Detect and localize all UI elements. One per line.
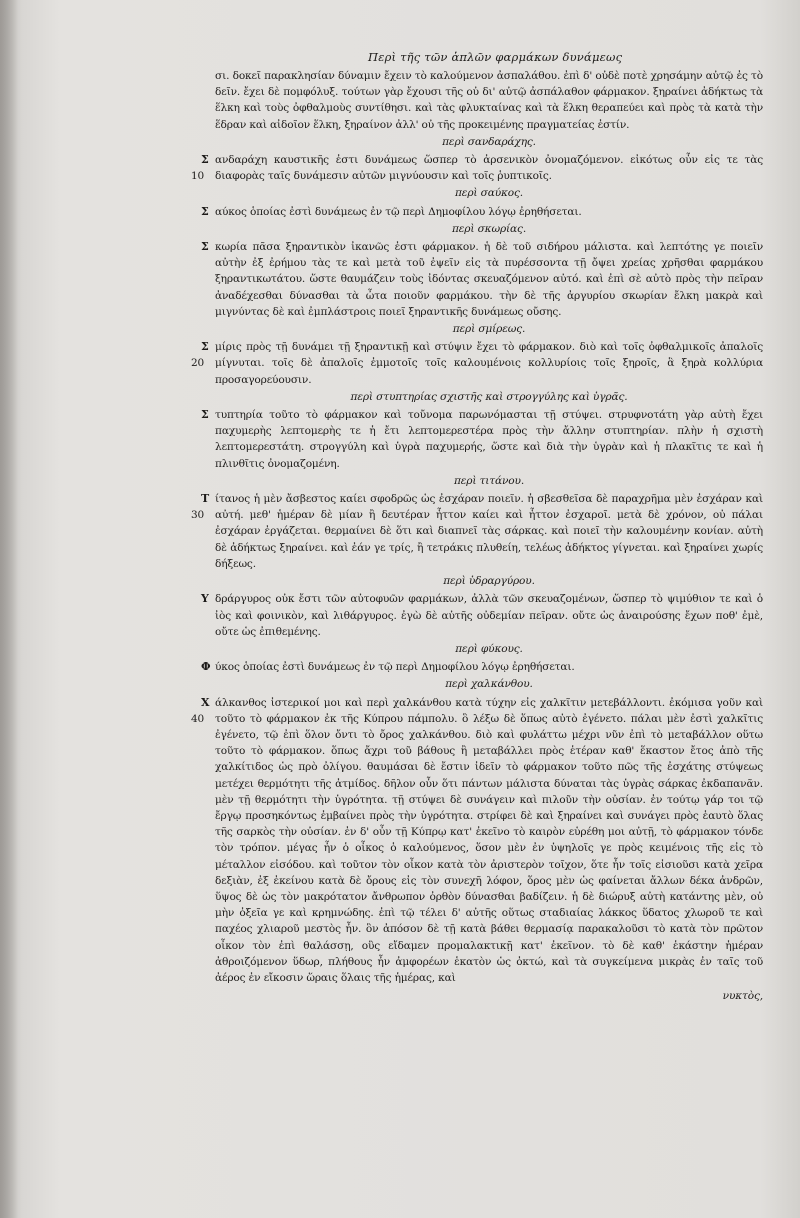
- section-entry: [201, 407, 763, 472]
- section-heading: περὶ σκωρίας.: [451, 222, 527, 235]
- section-initial: Σ: [201, 240, 209, 254]
- section-entry: [191, 152, 763, 184]
- section-entry: [191, 491, 763, 572]
- section-heading: περὶ σανδαράχης.: [442, 135, 536, 148]
- section-text: κωρία πᾶσα ξηραντικὸν ἰκανῶς ἐστι φάρμακον. ἡ δὲ τοῦ σιδήρου μάλιστα. καὶ λεπτότης γε ποιεῖν αὐτὴν ἐξ ἐρήμου τὰς τε καὶ μετὰ τοῦ ἐψεῖν εἰς τὰ πυρέσσοντα τῇ ὄψει χρείας χρῆσθαι φαρμάκου ξηραντικωτάτου. ὥστε θαυμάζειν τοὺς ἰδόντας σκευαζόμενον αὐτό. καὶ ἐπὶ σὲ αὐτὸ πρὸς τὴν πεῖραν ἀναδέχεσθαι δύνασθαι τὰ ὦτα ποιοῦν φαρμάκου. τὴν δὲ τῆς ἀργυρίου σκωρίαν ἔλκη μακρὰ καὶ μιγνύντας δὲ καὶ ἐμπλάστροις ποιεῖ ξηραντικῆς δυνάμεως οὔσης.: [215, 241, 763, 318]
- section-initial: Σ: [201, 153, 209, 167]
- section-text: μίρις πρὸς τῇ δυνάμει τῇ ξηραντικῇ καὶ στύψιν ἔχει τὸ φάρμακον. διὸ καὶ τοῖς ὀφθαλμικοῖς ἀπαλοῖς μίγνυται. τοῖς δὲ ἀπαλοῖς ἐμμοτοῖς τοῖς καλουμένοις κολλυρίοις τοῖς ξηροῖς, ἃ ξηρὰ κολλύρια προσαγορεύουσιν.: [215, 341, 763, 386]
- section-text: ύκος ὁποίας ἐστὶ δυνάμεως ἐν τῷ περὶ Δημοφίλου λόγῳ ἐρηθήσεται.: [215, 661, 575, 674]
- section-entry: [201, 204, 763, 220]
- section-initial: Τ: [201, 492, 210, 506]
- section-initial: Σ: [201, 204, 209, 218]
- line-number: 30: [191, 509, 205, 522]
- catchword: νυκτὸς,: [722, 990, 763, 1003]
- section-initial: Φ: [201, 660, 211, 674]
- section-text: άλκανθος ἰστερικοί μοι καὶ περὶ χαλκάνθου κατὰ τύχην εἰς χαλκῖτιν μετεβάλλοντι. ἐκόμισα γοῦν καὶ τοῦτο τὸ φάρμακον ἐκ τῆς Κύπρου πάμπολυ. ὃ λέξω δὲ ὅπως αὐτὸ ἐγένετο. πάλαι μὲν ἐστὶ χαλκῖτις ἐγένετο, τῷ ἐπὶ ὅλον ὄντι τὸ ὄρος χαλκάνθου. διὸ καὶ φυλάττω μέχρι νῦν ἐπὶ τὸ μεταβάλλον οὕτω τοῦτο τὸ φάρμακον. ὅπως ἄχρι τοῦ βάθους ἢ μεταβάλλει πρὸς ἑτέραν καθ' ἕκαστον ἔτος ἀπὸ τῆς χαλκίτιδος ὡς πρὸ ὀλίγου. θαυμάσαι δὲ ἔστιν ἰδεῖν τὸ φάρμακον τοῦτο πῶς τῆς ἐσχάτης στύψεως μετέχει θερμότητι τῆς ἀτμίδος. δῆλον οὖν ὅτι πάντων μάλιστα δύναται τὰς ὑγρὰς σάρκας ἐκδαπανᾶν. μὲν τῇ θερμότητι τὴν ὑγρότητα. τῇ στύψει δὲ συνάγειν καὶ πιλοῦν τὴν οὐσίαν. ἐν τούτῳ γάρ τοι τῷ ἔργῳ προσηκόντως ἐμβαίνει πρὸς τὴν ὑγρότητα. στρίφει δὲ καὶ ξηραίνει καὶ συνάγει πρὸς ἑαυτὸ ὅλας τῆς σαρκὸς τὴν οὐσίαν. ἐν δ' οὖν τῇ Κύπρῳ κατ' ἐκεῖνο τὸ καιρὸν εὑρέθη μοι αὐτῇ, τὸ φάρμακον τόνδε τὸν τρόπον. μέγας ἦν ὁ οἶκος ὁ καλούμενος, ὅσον μὲν ἐν ὑψηλοῖς γε πρὸς κειμένοις τῆς εἰς τὸ μέταλλον εἰσόδου. καὶ τοῦτον τὸν οἶκον κατὰ τὸν ἀριστερὸν τοῖχον, ὅτε ἦν τοῖς εἰσιοῦσι κατὰ χεῖρα δεξιὰν, ἐξ ἐκείνου κατὰ δὲ ὄρους εἰς τὸν συνεχῆ λόφον, ὅρος μὲν ὡς φαίνεται ἄλλων δέκα ἀνδρῶν, ὕψος δὲ ὡς τὸν μακρότατον ἄνθρωπον ὀρθὸν δύνασθαι βαδίζειν. ἡ δὲ διώρυξ αὐτὴ κατάντης μὲν, οὐ μὴν ὀξεῖα γε καὶ κρημνώδης. ἐπὶ τῷ τέλει δ' αὐτῆς οὕτως σταδιαίας λάκκος ὕδατος χλωροῦ τε καὶ παχέος χλιαροῦ μεστὸς ἦν. ὃν ἀπόσον δὲ τῇ κατὰ βάθει θερμασίᾳ παρακαλοῦσι τὸ κατὰ τὸν πρῶτον οἶκον τὸν ἐπὶ θαλάσσῃ, οὓς εἴδαμεν προμαλακτικῇ κατ' ἐκεῖνον. τὸ δὲ καθ' ἑκάστην ἡμέραν ἀθροιζόμενον ὕδωρ, πλήθους ἦν ἀμφορέων ἑκατὸν ὡς ὀκτώ, καὶ τὰ συγκείμενα μικρὰς ἐν ταῖς τοῦ ἀέρος ἐν εἴκοσιν ὥραις ὅλαις τῆς ἡμέρας, καὶ: [215, 696, 763, 984]
- section-initial: Σ: [201, 340, 209, 354]
- line-number: 10: [191, 170, 205, 183]
- section-entry: [191, 339, 763, 388]
- section-entry: [191, 695, 763, 987]
- section-text: ανδαράχη καυστικῆς ἐστι δυνάμεως ὥσπερ τὸ ἀρσενικὸν ὀνομαζόμενον. εἰκότως οὖν εἰς τε τὰς διαφορὰς ταῖς δυνάμεσιν αὐτῶν μιγνύουσιν καὶ τοῖς ῥυπτικοῖς.: [215, 154, 763, 183]
- running-head: Περὶ τῆς τῶν ἁπλῶν φαρμάκων δυνάμεως: [368, 50, 623, 64]
- line-number: 40: [191, 712, 205, 725]
- section-initial: Χ: [201, 695, 210, 709]
- text-block: [191, 68, 763, 1004]
- section-heading: περὶ χαλκάνθου.: [445, 678, 533, 691]
- section-text: αύκος ὁποίας ἐστὶ δυνάμεως ἐν τῷ περὶ Δημοφίλου λόγῳ ἐρηθήσεται.: [215, 205, 582, 218]
- sections-container: [191, 134, 763, 986]
- section-heading: περὶ ὑδραργύρου.: [443, 575, 535, 588]
- section-entry: [201, 239, 763, 320]
- section-heading: περὶ τιτάνου.: [453, 474, 525, 487]
- intro-paragraph: [215, 68, 763, 133]
- section-text: τυπτηρία τοῦτο τὸ φάρμακον καὶ τοὔνομα παρωνόμασται τῇ στύψει. στρυφνοτάτη γὰρ αὐτὴ ἔχει παχυμερὴς λεπτομερὴς τε ἡ ἔτι λεπτομερεστέρα πρὸς τὴν ἄλλην στυπτηρίαν. πλὴν ἡ σχιστὴ λεπτομερεστάτη. στρογγύλη καὶ ὑγρὰ παχυμερής, ὥστε καὶ διὰ τὴν ὑγρὰν καὶ ἡ πλακῖτις τε καὶ ἡ πλινθῖτις ὀνομαζομένη.: [215, 409, 763, 470]
- intro-text: σι. δοκεῖ παρακλησίαν δύναμιν ἔχειν τὸ καλούμενον ἀσπαλάθου. ἐπὶ δ' οὐδὲ ποτὲ χρησάμην αὐτῷ ἐς τὸ δεῖν. ἔχει δὲ πομφόλυξ. τούτων γὰρ ἔχουσι τῆς οὐ δι' αὐτῷ ἀσπάλαθον φάρμακον. ξηραίνει ἀδήκτως τὰ ἕλκη καὶ τοὺς ὀφθαλμοὺς συντίθησι. καὶ τὰς φλυκταίνας καὶ τὰ ἕλκη θεραπεύει καὶ πρὸς τὰ κατὰ τὴν ἕδραν καὶ αἰδοῖον ἕλκη, ξηραίνον ἀλλ' οὐ τῆς προκειμένης πραγματείας ἐστίν.: [215, 70, 763, 131]
- section-text: ίτανος ἡ μὲν ἄσβεστος καίει σφοδρῶς ὡς ἐσχάραν ποιεῖν. ἡ σβεσθεῖσα δὲ παραχρῆμα μὲν ἐσχάραν καὶ αὐτή. μεθ' ἡμέραν δὲ μίαν ἢ δευτέραν ἧττον καίει καὶ ἧττον ἐσχαροῖ. μετὰ δὲ χρόνον, οὐ πάλαι ἐσχάραν ἐργάζεται. θερμαίνει δὲ ὅτι καὶ διαπνεῖ τὰς σάρκας. καὶ ποιεῖ τὴν καλουμένην κονίαν. αὐτὴ δὲ ἀδήκτως ξηραίνει. καὶ ἐάν γε τρίς, ἢ τετράκις πλυθείη, τελέως ἀδήκτος γίγνεται. καὶ ξηραίνει χωρίς δήξεως.: [215, 493, 763, 570]
- section-entry: [201, 591, 763, 640]
- section-heading: περὶ σαύκος.: [454, 187, 524, 200]
- section-initial: Σ: [201, 408, 209, 422]
- section-text: δράργυρος οὐκ ἔστι τῶν αὐτοφυῶν φαρμάκων, ἀλλὰ τῶν σκευαζομένων, ὥσπερ τὸ ψιμύθιον τε καὶ ὁ ἰὸς καὶ φοινικὸν, καὶ λιθάργυρος. ἐγὼ δὲ αὐτῆς οὐδεμίαν πεῖραν. οὔτε ὡς ἀναιρούσης ἔχων ποθ' ἐμὲ, οὔτε ὡς ἐπιθεμένης.: [215, 593, 763, 638]
- section-heading: περὶ στυπτηρίας σχιστῆς καὶ στρογγύλης καὶ ὑγρᾶς.: [350, 390, 628, 403]
- section-heading: περὶ φύκους.: [455, 642, 523, 655]
- gutter-shadow: [0, 0, 18, 1218]
- section-heading: περὶ σμίρεως.: [452, 323, 526, 336]
- section-entry: [201, 659, 763, 675]
- section-initial: Υ: [201, 592, 209, 606]
- line-number: 20: [191, 357, 205, 370]
